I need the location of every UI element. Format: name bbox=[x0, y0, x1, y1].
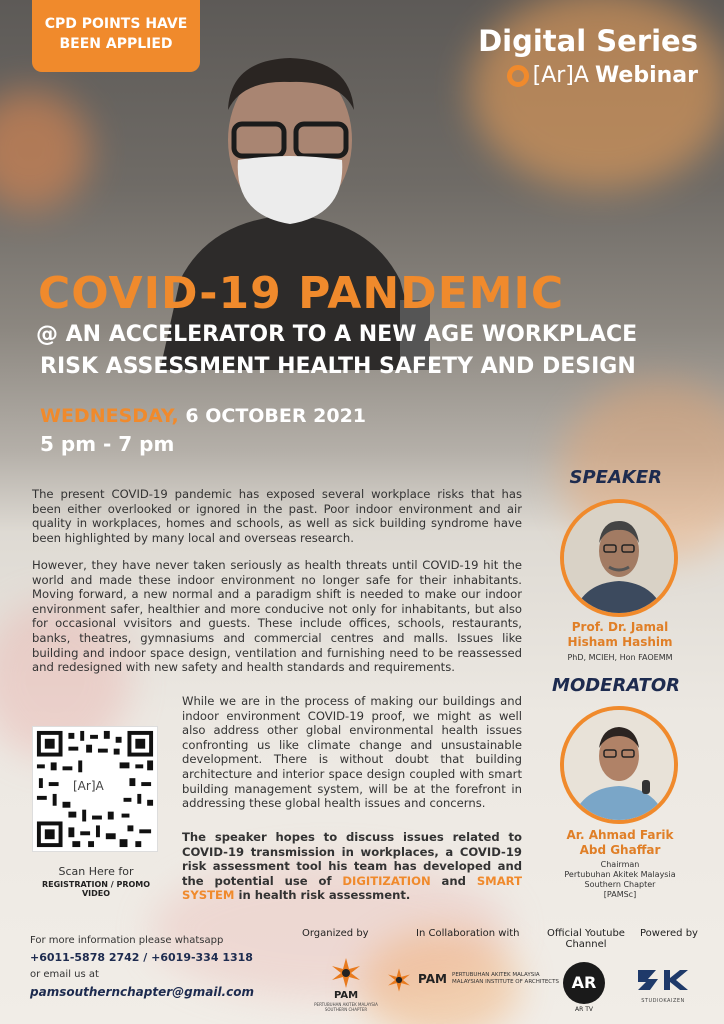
scan-label: Scan Here for bbox=[58, 865, 134, 878]
contact-phones[interactable]: +6011-5878 2742 / +6019-334 1318 bbox=[30, 951, 253, 964]
speaker-name-line1: Prof. Dr. Jamal bbox=[571, 620, 669, 634]
moderator-name bbox=[540, 828, 700, 858]
headline-sub2: RISK ASSESSMENT HEALTH SAFETY AND DESIGN bbox=[40, 354, 636, 379]
moderator-cred-line1: Chairman bbox=[600, 860, 640, 869]
series-title: Digital Series bbox=[478, 24, 698, 58]
p4-text-b: in health risk assessment. bbox=[234, 888, 411, 903]
organized-by-label: Organized by bbox=[302, 928, 369, 939]
cpd-badge bbox=[32, 0, 200, 72]
collab-full-line1: PERTUBUHAN AKITEK MALAYSIA bbox=[452, 972, 540, 978]
moderator-name-line1: Ar. Ahmad Farik bbox=[566, 828, 674, 842]
moderator-cred-line4: [PAMSc] bbox=[603, 890, 637, 899]
splash-orange-left bbox=[0, 90, 90, 210]
ar-tv-sublabel: AR TV bbox=[575, 1006, 593, 1013]
moderator-cred-line2: Pertubuhan Akitek Malaysia bbox=[564, 870, 676, 879]
speaker-photo bbox=[560, 499, 678, 617]
moderator-cred-line3: Southern Chapter bbox=[584, 880, 656, 889]
moderator-credentials bbox=[540, 860, 700, 900]
collab-pam-text: PAM bbox=[418, 972, 447, 986]
collab-full-name bbox=[452, 972, 559, 986]
speaker-credentials: PhD, MCIEH, Hon FAOEMM bbox=[567, 653, 673, 662]
speaker-name bbox=[540, 620, 700, 650]
moderator-name-line2: Abd Ghaffar bbox=[579, 843, 661, 857]
pam-star-logo-icon bbox=[328, 958, 364, 988]
qr-ara-logo: [Ar]A bbox=[70, 778, 107, 794]
headline-title: COVID-19 PANDEMIC bbox=[38, 268, 565, 319]
pam-logo-subtext: PERTUBUHAN AKITEK MALAYSIA SOUTHERN CHAPTER bbox=[314, 1002, 378, 1012]
p4-text-a: The speaker hopes to discuss issues related to COVID-19 transmission in workplaces, a COVID-19 risk assessment tool his team has developed and the potential use of bbox=[182, 830, 522, 888]
p4-highlight-smart-system: SMART SYSTEM bbox=[182, 873, 522, 903]
body-paragraph-3: While we are in the process of making our buildings and indoor environment COVID-19 proof, we might as well also address other global environmental health issues confronting us like climate change and unsustainable development. There is without doubt that building architecture and interior space design coupled with smart building management system, will be at the forefront in addressing these global health issues and concerns. bbox=[182, 694, 522, 811]
ar-tv-logo[interactable]: AR bbox=[563, 962, 605, 1004]
ara-q-icon bbox=[507, 65, 529, 87]
youtube-label: Official Youtube Channel bbox=[547, 928, 625, 950]
contact-email-label: or email us at bbox=[30, 969, 99, 980]
event-date-value: 6 OCTOBER 2021 bbox=[185, 405, 367, 427]
webinar-label: Webinar bbox=[594, 63, 698, 88]
masked-man-photo bbox=[150, 40, 430, 370]
cpd-line1: CPD POINTS HAVE bbox=[44, 16, 188, 32]
collaboration-label: In Collaboration with bbox=[416, 928, 520, 939]
moderator-photo bbox=[560, 706, 678, 824]
cpd-line2: BEEN APPLIED bbox=[59, 36, 173, 52]
pam-collab-star-icon bbox=[385, 966, 413, 994]
speaker-heading: SPEAKER bbox=[569, 467, 662, 488]
event-time: 5 pm - 7 pm bbox=[40, 432, 175, 456]
contact-info-label: For more information please whatsapp bbox=[30, 935, 224, 946]
collab-full-line2: MALAYSIAN INSTITUTE OF ARCHITECTS bbox=[452, 979, 559, 985]
scan-sublabel: REGISTRATION / PROMO VIDEO bbox=[41, 880, 151, 898]
pam-logo-text: PAM bbox=[333, 990, 359, 1001]
powered-by-label: Powered by bbox=[640, 928, 698, 939]
event-date bbox=[40, 405, 366, 427]
speaker-name-line2: Hisham Hashim bbox=[567, 635, 673, 649]
studio-kaizen-text: STUDIOKAIZEN bbox=[641, 998, 685, 1004]
body-paragraph-1: The present COVID-19 pandemic has exposed several workplace risks that has been either overlooked or ignored in the past. Poor indoor environment and air quality in workplaces, homes and schools, as well as sick building syndrome have been highlighted by many local and overseas research. bbox=[32, 487, 522, 545]
body-paragraph-4 bbox=[182, 830, 522, 903]
body-paragraph-2: However, they have never taken seriously as health threats until COVID-19 hit the world and made these indoor environment no longer safe for their inhabitants. Moving forward, a new normal and a paradigm shift is needed to make our indoor environment safer, healthier and more conducive not only for inhabitants, but also for occasional vvisitors and guests. These include offices, schools, restaurants, banks, theatres, gymnasiums and commercial centres and malls. Issues like building and indoor space design, ventilation and furnishing need to be reassessed and redesigned with new safety and health standards and requirements. bbox=[32, 558, 522, 675]
p4-and: and bbox=[430, 873, 477, 888]
ara-brand: [Ar]A bbox=[532, 63, 589, 88]
p4-highlight-digitization: DIGITIZATION bbox=[342, 873, 431, 888]
speaker-portrait bbox=[564, 503, 674, 613]
moderator-portrait bbox=[564, 710, 674, 820]
contact-email[interactable]: pamsouthernchapter@gmail.com bbox=[30, 985, 254, 999]
event-day: WEDNESDAY, bbox=[40, 405, 179, 427]
moderator-heading: MODERATOR bbox=[552, 675, 680, 696]
studio-kaizen-logo-icon bbox=[636, 966, 690, 992]
headline-sub1: @ AN ACCELERATOR TO A NEW AGE WORKPLACE bbox=[36, 322, 638, 347]
webinar-brand bbox=[507, 63, 698, 88]
